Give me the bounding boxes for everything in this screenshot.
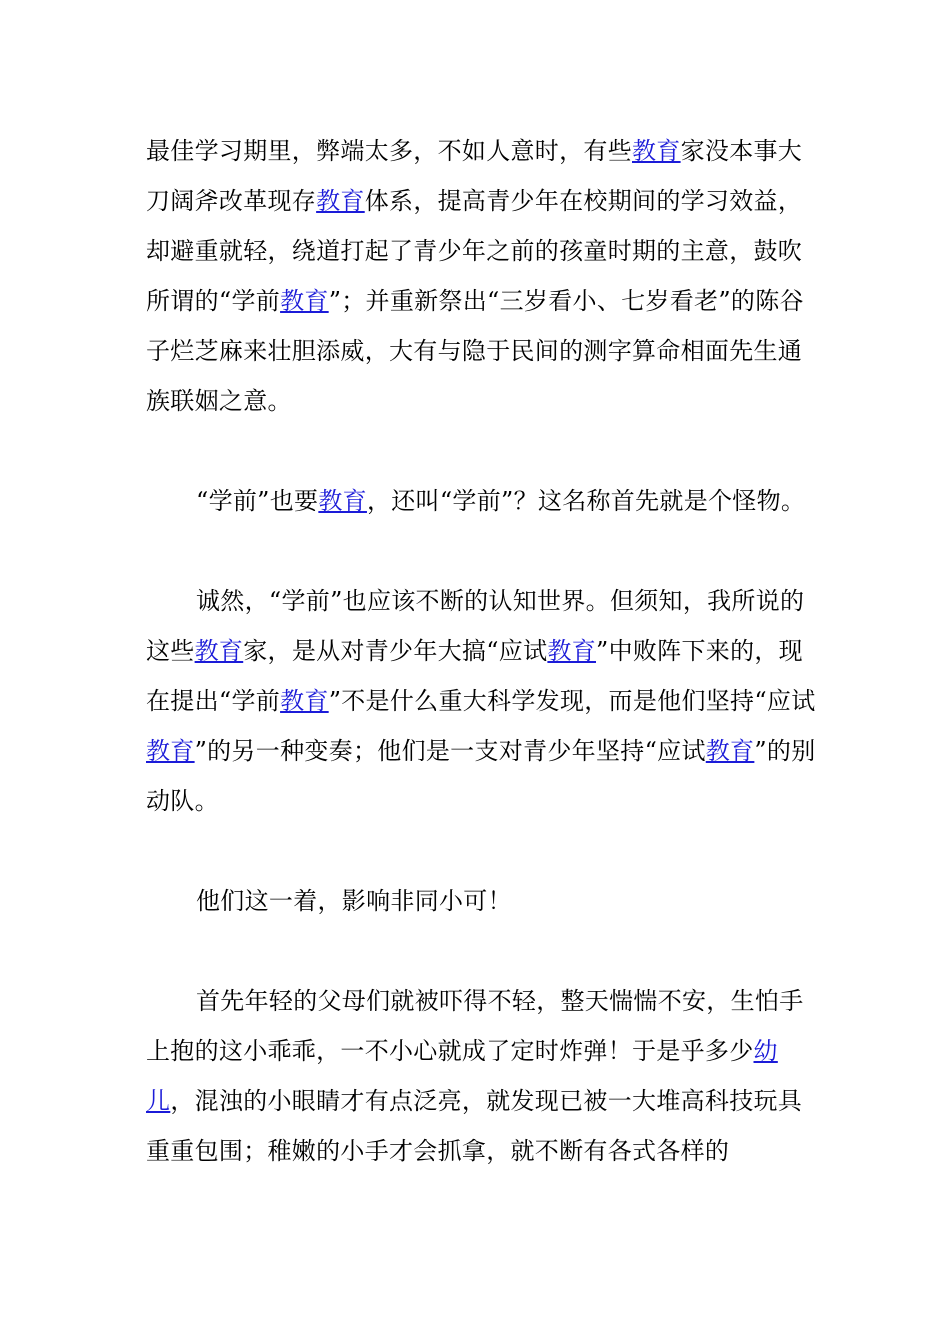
keyword-link[interactable]: 教育 xyxy=(705,737,755,765)
paragraph-text: 首先年轻的父母们就被吓得不轻，整天惴惴不安，生怕手上抱的这小乖乖，一不小心就成了定时炸弹！于是乎多少 xyxy=(146,987,804,1065)
paragraph-gap xyxy=(146,926,818,976)
paragraph xyxy=(146,126,818,426)
paragraph xyxy=(146,576,818,826)
paragraph-gap xyxy=(146,826,818,876)
paragraph-text: ，还叫“学前”？这名称首先就是个怪物。 xyxy=(366,487,806,515)
keyword-link[interactable]: 教育 xyxy=(194,637,244,665)
paragraph-text: 家，是从对青少年大搞“应试 xyxy=(243,637,548,665)
paragraph-text: “学前”也要 xyxy=(196,487,319,515)
paragraph-gap xyxy=(146,526,818,576)
paragraph-gap xyxy=(146,426,818,476)
keyword-link[interactable]: 幼儿 xyxy=(146,1037,778,1115)
paragraph xyxy=(146,476,818,526)
paragraph-text: ”中败阵下来的，现在提出“学前 xyxy=(146,637,803,715)
paragraph-text: 体系，提高青少年在校期间的学习效益，却避重就轻，绕道打起了青少年之前的孩童时期的主意，鼓吹所谓的“学前 xyxy=(146,187,803,315)
paragraph xyxy=(146,876,818,926)
document-body xyxy=(146,126,818,1176)
paragraph-text: 他们这一着，影响非同小可！ xyxy=(196,887,512,915)
paragraph-text: 诚然，“学前”也应该不断的认知世界。但须知，我所说的这些 xyxy=(146,587,805,665)
keyword-link[interactable]: 教育 xyxy=(318,487,367,515)
keyword-link[interactable]: 教育 xyxy=(316,187,365,215)
paragraph-text: 家没本事大刀阔斧改革现存 xyxy=(146,137,803,215)
keyword-link[interactable]: 教育 xyxy=(632,137,681,165)
keyword-link[interactable]: 教育 xyxy=(280,287,329,315)
paragraph-text: ”不是什么重大科学发现，而是他们坚持“应试 xyxy=(328,687,816,715)
paragraph-text: ”的别动队。 xyxy=(146,737,816,815)
keyword-link[interactable]: 教育 xyxy=(280,687,329,715)
paragraph-text: 最佳学习期里，弊端太多，不如人意时，有些 xyxy=(146,137,632,165)
keyword-link[interactable]: 教育 xyxy=(547,637,596,665)
paragraph xyxy=(146,976,818,1176)
paragraph-text: ”的另一种变奏；他们是一支对青少年坚持“应试 xyxy=(194,737,706,765)
paragraph-text: ，混浊的小眼睛才有点泛亮，就发现已被一大堆高科技玩具重重包围；稚嫩的小手才会抓拿，就不断有各式各样的 xyxy=(146,1087,803,1165)
paragraph-text: ”；并重新祭出“三岁看小、七岁看老”的陈谷子烂芝麻来壮胆添威，大有与隐于民间的测字算命相面先生通族联姻之意。 xyxy=(146,287,804,415)
keyword-link[interactable]: 教育 xyxy=(146,737,195,765)
